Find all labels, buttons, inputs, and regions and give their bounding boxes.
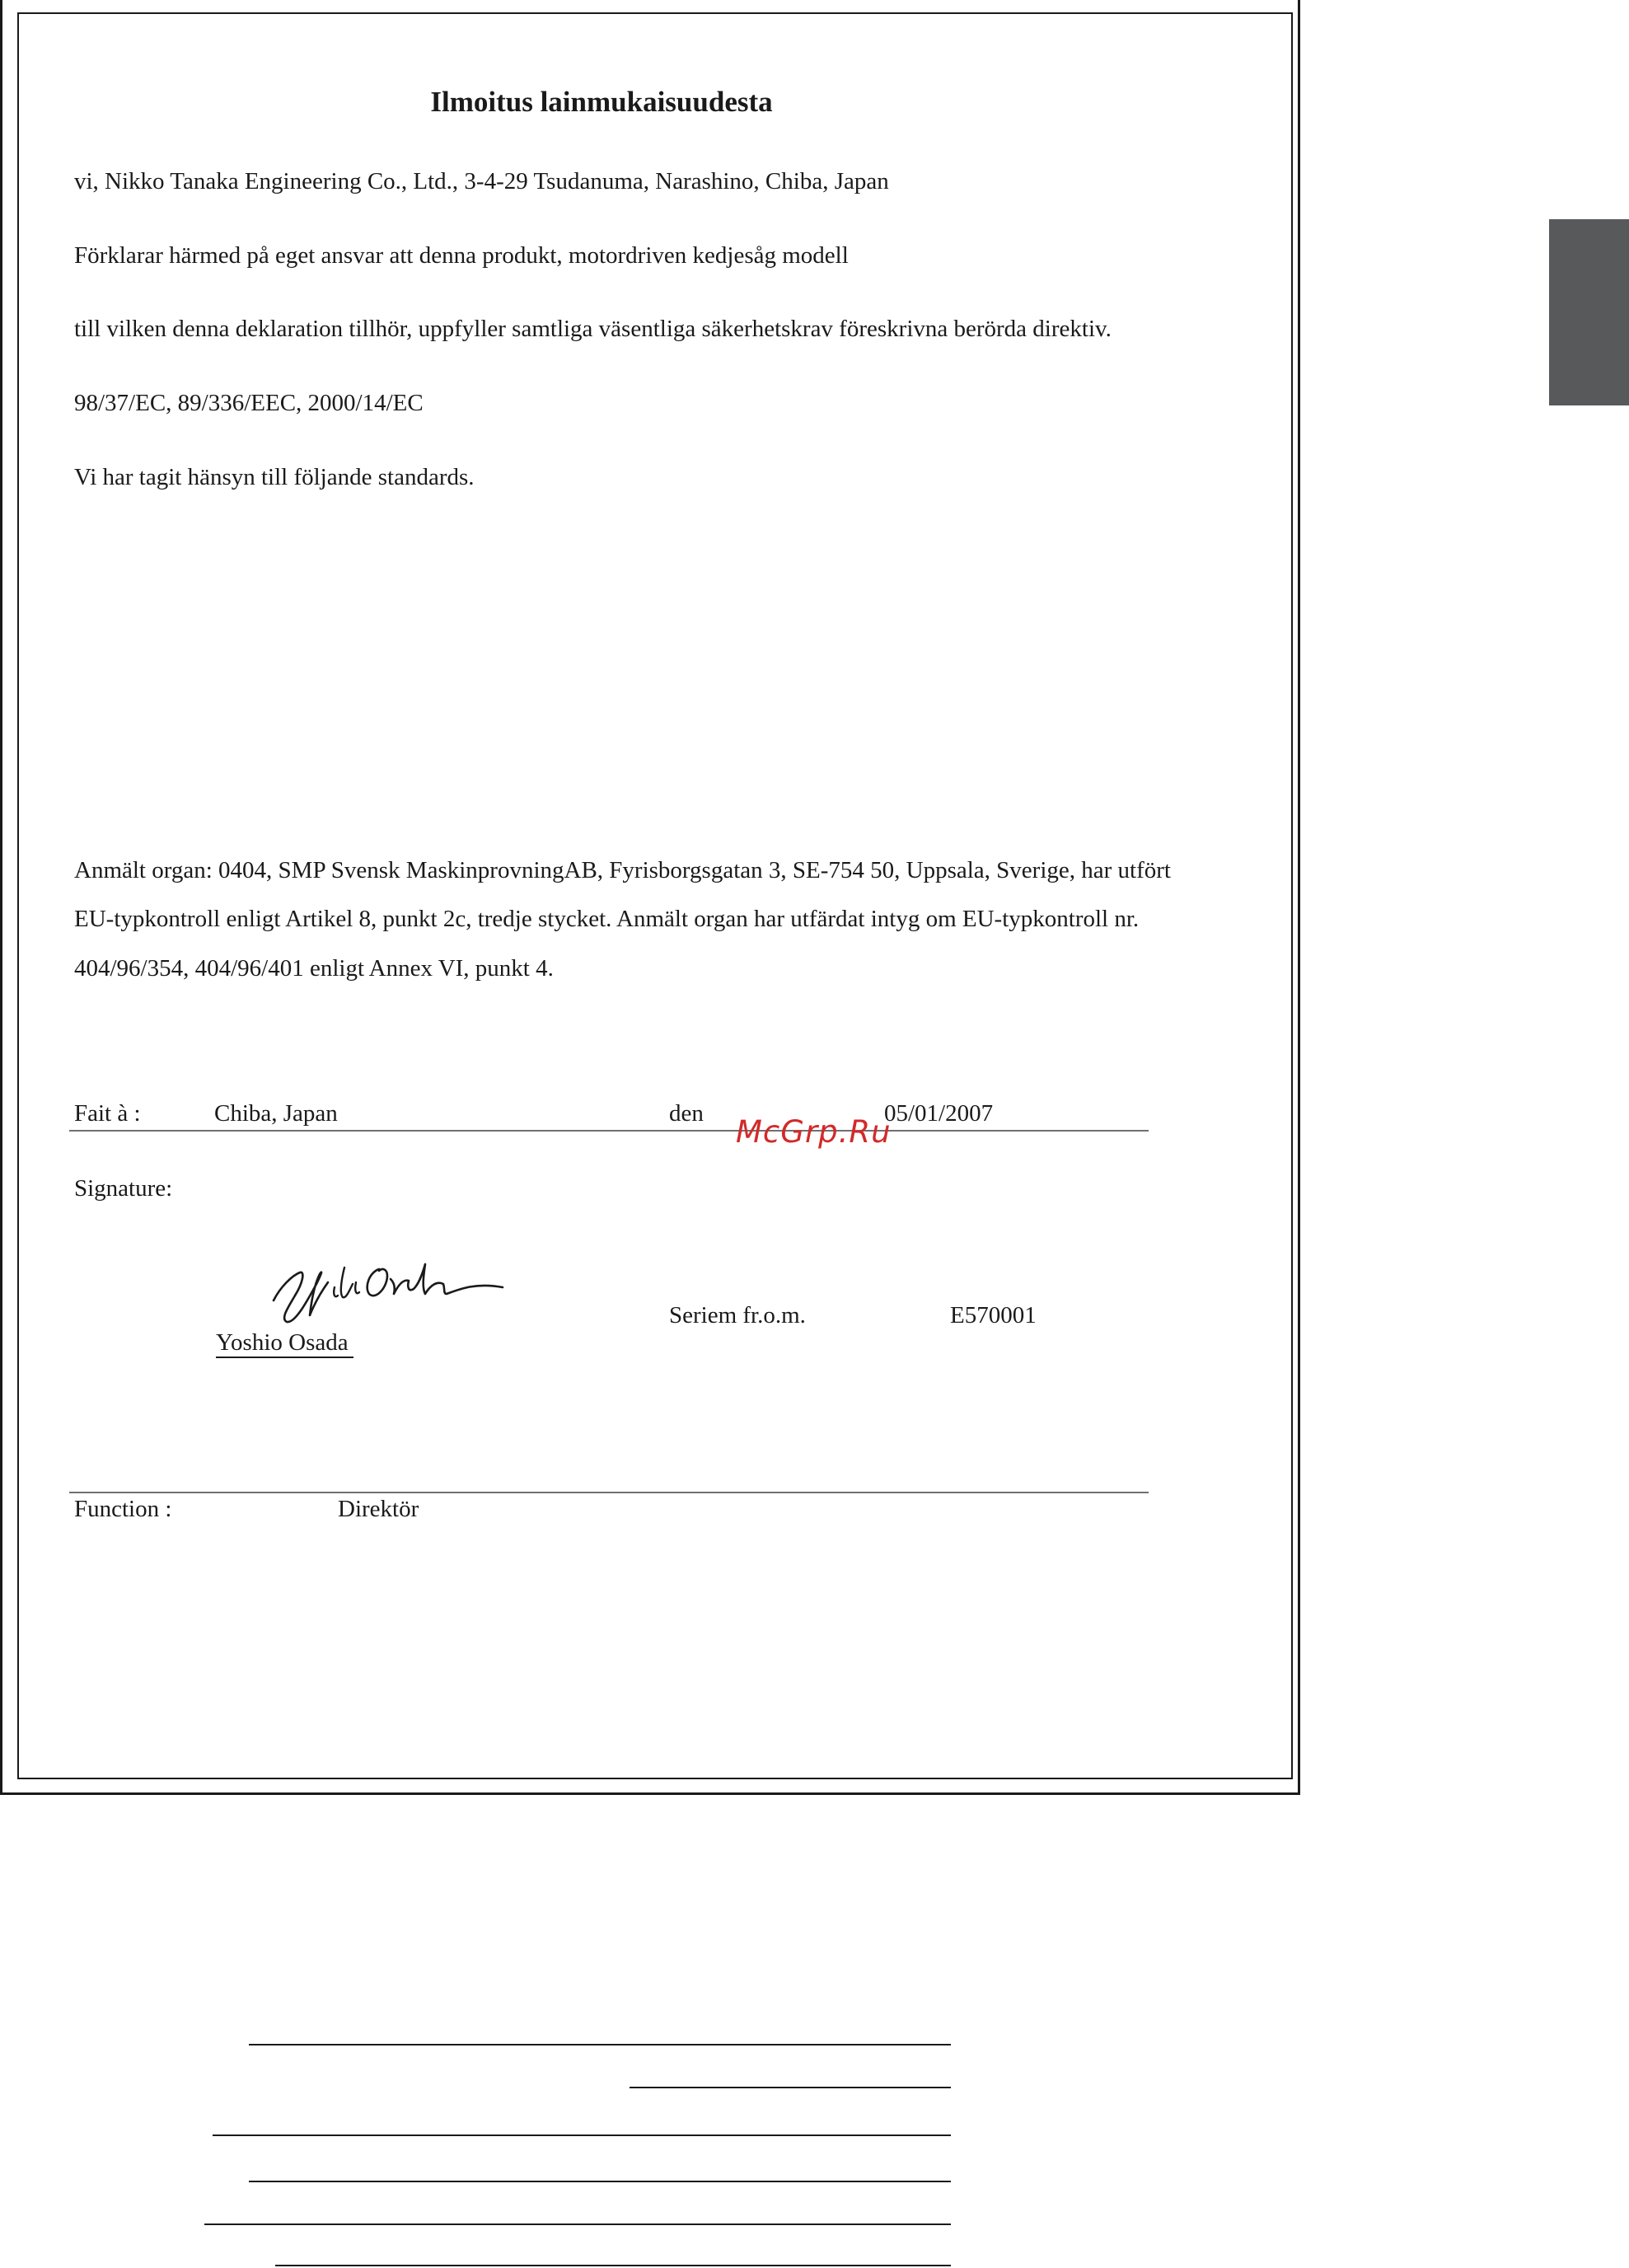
function-label: Function : (74, 1496, 172, 1522)
declaration-inner-frame (17, 12, 1293, 1779)
blank-rule-4 (249, 2181, 951, 2182)
serial-value: E570001 (950, 1302, 1037, 1328)
blank-rule-6 (275, 2265, 951, 2266)
date-value: 05/01/2007 (884, 1100, 994, 1127)
compliance-statement-line: till vilken denna deklaration tillhör, uppfyller samtliga väsentliga säkerhetskrav föreskrivna berörda direktiv. (74, 316, 1112, 342)
directives-line: 98/37/EC, 89/336/EEC, 2000/14/EC (74, 390, 424, 416)
notified-body-line-3: 404/96/354, 404/96/401 enligt Annex VI, punkt 4. (74, 955, 554, 982)
blank-rule-2 (630, 2087, 951, 2088)
place-value: Chiba, Japan (214, 1100, 338, 1127)
notified-body-line-1: Anmält organ: 0404, SMP Svensk MaskinprovningAB, Fyrisborgsgatan 3, SE-754 50, Uppsala, Sverige, har utfört (74, 857, 1171, 883)
blank-rule-3 (213, 2134, 951, 2136)
notified-body-line-2: EU-typkontroll enligt Artikel 8, punkt 2c, tredje stycket. Anmält organ har utfärdat intyg om EU-typkontroll nr. (74, 906, 1140, 932)
function-divider (69, 1492, 1149, 1493)
product-statement-line: Förklarar härmed på eget ansvar att denna produkt, motordriven kedjesåg modell (74, 242, 849, 269)
signature-label: Signature: (74, 1175, 173, 1202)
handwritten-signature (270, 1236, 550, 1335)
place-date-divider (69, 1130, 1149, 1132)
signer-name: Yoshio Osada (216, 1328, 353, 1358)
date-label: den (669, 1100, 704, 1127)
blank-rule-1 (249, 2044, 951, 2045)
serial-label: Seriem fr.o.m. (669, 1302, 806, 1328)
declaration-title: Ilmoitus lainmukaisuudesta (430, 86, 773, 118)
function-value: Direktör (338, 1496, 419, 1522)
place-label: Fait à : (74, 1100, 141, 1127)
standards-line: Vi har tagit hänsyn till följande standards. (74, 464, 475, 490)
blank-rule-5 (204, 2223, 951, 2225)
manufacturer-line: vi, Nikko Tanaka Engineering Co., Ltd., 3-4-29 Tsudanuma, Narashino, Chiba, Japan (74, 168, 889, 194)
section-tab-marker (1549, 219, 1629, 405)
watermark-text: McGrp.Ru (736, 1114, 892, 1150)
